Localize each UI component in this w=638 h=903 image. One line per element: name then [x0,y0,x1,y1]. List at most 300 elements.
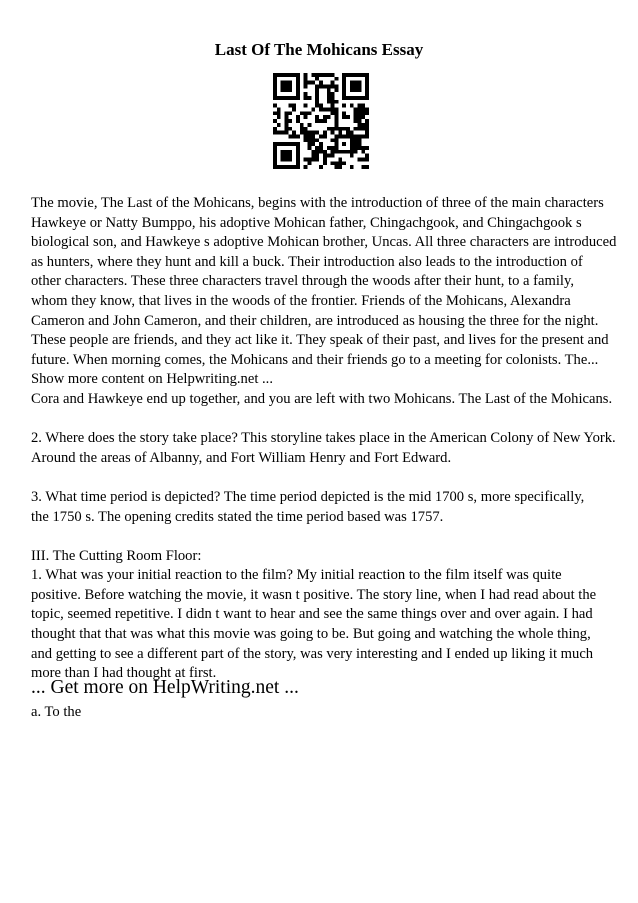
qr-module [315,77,319,81]
qr-module [331,146,335,150]
qr-module [334,123,338,127]
qr-module [296,119,300,123]
qr-module [285,85,289,89]
qr-module [311,81,315,85]
qr-module [334,88,338,92]
qr-module [285,111,289,115]
qr-module [273,96,277,100]
qr-module [342,115,346,119]
qr-module [323,119,327,123]
qr-module [361,104,365,108]
qr-module [365,111,369,115]
qr-module [365,119,369,123]
qr-module [365,127,369,131]
qr-module [350,138,354,142]
paragraph-cutting-room [31,547,621,684]
qr-module [331,154,335,158]
qr-module [342,88,346,92]
qr-module [365,96,369,100]
qr-module [304,134,308,138]
qr-module [365,81,369,85]
qr-module [277,142,281,146]
qr-module [311,131,315,135]
qr-module [304,81,308,85]
qr-module [281,165,285,169]
qr-module [281,142,285,146]
qr-module [331,111,335,115]
qr-module [346,150,350,154]
qr-module [288,165,292,169]
qr-module [315,115,319,119]
qr-module [361,157,365,161]
qr-module [292,142,296,146]
text-line: and getting to see a different part of the story, was very interesting and I ended up liking it much [31,645,594,662]
qr-module [296,115,300,119]
qr-module [288,88,292,92]
qr-module [315,131,319,135]
qr-module [319,73,323,77]
qr-module [350,165,354,169]
qr-module [296,157,300,161]
qr-module [334,77,338,81]
qr-module [319,119,323,123]
qr-module [357,134,361,138]
qr-module [361,115,365,119]
qr-module [273,165,277,169]
qr-module [277,123,281,127]
qr-module [292,73,296,77]
qr-module [338,131,342,135]
show-more-link[interactable]: Show more content on Helpwriting.net ... [31,371,273,388]
qr-module [361,108,365,112]
qr-module [357,104,361,108]
qr-module [288,73,292,77]
qr-module [331,100,335,104]
qr-module [327,154,331,158]
qr-module [334,165,338,169]
text-line: Cora and Hawkeye end up together, and you are left with two Mohicans. The Last of the Mohicans. [31,390,613,407]
qr-module [311,134,315,138]
qr-module [342,85,346,89]
qr-module [342,127,346,131]
qr-module [281,157,285,161]
qr-module [285,142,289,146]
qr-module [350,88,354,92]
qr-module [354,127,358,131]
qr-module [277,165,281,169]
qr-module [323,161,327,165]
qr-module [357,142,361,146]
qr-module [288,150,292,154]
qr-module [296,88,300,92]
qr-module [361,96,365,100]
qr-module [296,77,300,81]
qr-module [361,165,365,169]
qr-module [300,127,304,131]
qr-module [342,104,346,108]
qr-module [273,142,277,146]
qr-module [315,96,319,100]
text-line: thought that that was what this movie was going to be. But going and watching the whole thing, [31,626,591,643]
qr-module [331,85,335,89]
qr-module [300,131,304,135]
qr-module [365,77,369,81]
qr-module [319,146,323,150]
qr-module [323,131,327,135]
qr-module [304,104,308,108]
qr-module [357,81,361,85]
qr-module [308,157,312,161]
qr-module [323,108,327,112]
qr-module [365,157,369,161]
qr-module [334,138,338,142]
qr-module [281,154,285,158]
qr-module [338,127,342,131]
qr-module [273,104,277,108]
qr-module [346,115,350,119]
qr-module [277,111,281,115]
qr-module [296,81,300,85]
qr-module [304,127,308,131]
qr-module [327,108,331,112]
qr-module [273,111,277,115]
qr-code-icon [273,73,369,169]
qr-module [327,85,331,89]
qr-module [319,142,323,146]
qr-module [304,85,308,89]
qr-module [354,85,358,89]
qr-module [296,146,300,150]
qr-module [304,165,308,169]
text-line: Cameron and John Cameron, and their children, are introduced as housing the three for the night. [31,312,599,329]
qr-module [315,92,319,96]
qr-module [315,154,319,158]
qr-module [357,96,361,100]
qr-module [277,96,281,100]
qr-module [304,138,308,142]
qr-module [342,150,346,154]
qr-module [361,150,365,154]
section-heading: III. The Cutting Room Floor: [31,547,202,564]
text-line: topic, seemed repetitive. I didn t want to hear and see the same things over and over again. I had [31,606,593,623]
qr-module [288,96,292,100]
text-line: Around the areas of Albanny, and Fort William Henry and Fort Edward. [31,449,452,466]
qr-module [304,115,308,119]
qr-module [346,127,350,131]
qr-module [354,96,358,100]
qr-module [319,104,323,108]
qr-module [338,150,342,154]
qr-module [288,111,292,115]
qr-module [304,92,308,96]
qr-module [315,104,319,108]
qr-module [319,85,323,89]
qr-module [273,161,277,165]
qr-module [296,73,300,77]
qr-module [334,127,338,131]
text-line: 2. Where does the story take place? This storyline takes place in the American Colony of New York. [31,430,616,447]
qr-module [365,146,369,150]
qr-module [285,96,289,100]
qr-module [357,85,361,89]
qr-module [331,138,335,142]
qr-module [334,161,338,165]
page-title: Last Of The Mohicans Essay [214,40,424,59]
qr-module [315,157,319,161]
qr-module [357,157,361,161]
qr-module [327,92,331,96]
qr-module [331,73,335,77]
qr-module [346,73,350,77]
qr-module [350,131,354,135]
qr-module [342,111,346,115]
qr-module [357,123,361,127]
qr-module [350,154,354,158]
qr-module [342,73,346,77]
qr-module [281,131,285,135]
qr-module [327,146,331,150]
qr-module [365,85,369,89]
qr-module [277,108,281,112]
qr-module [327,100,331,104]
qr-module [361,134,365,138]
qr-module [281,81,285,85]
qr-module [315,146,319,150]
qr-module [273,127,277,131]
qr-module [342,81,346,85]
qr-module [365,123,369,127]
qr-module [342,92,346,96]
qr-module [334,115,338,119]
qr-module [308,161,312,165]
qr-module [350,85,354,89]
qr-module [331,108,335,112]
qr-module [354,73,358,77]
text-line: future. When morning comes, the Mohicans and their friends go to a meeting for colonists. The... [31,351,599,368]
qr-module [281,150,285,154]
qr-module [334,150,338,154]
qr-module [354,88,358,92]
qr-module [319,108,323,112]
qr-module [273,85,277,89]
qr-module [354,108,358,112]
qr-module [323,150,327,154]
qr-module [334,119,338,123]
qr-module [273,81,277,85]
text-line: Hawkeye or Natty Bumppo, his adoptive Mohican father, Chingachgook, and Chingachgook s [31,214,582,231]
qr-module [296,96,300,100]
qr-module [285,154,289,158]
qr-module [308,81,312,85]
qr-module [357,115,361,119]
qr-module [365,108,369,112]
qr-module [319,81,323,85]
qr-module [327,88,331,92]
qr-module [361,127,365,131]
qr-module [354,81,358,85]
qr-module [331,92,335,96]
qr-module [350,81,354,85]
text-line: other characters. These three characters travel through the woods after their hunt, to a family, [31,273,574,290]
qr-module [365,88,369,92]
qr-module [334,85,338,89]
qr-module [285,81,289,85]
qr-module [277,131,281,135]
qr-module [308,146,312,150]
qr-module [361,146,365,150]
qr-module [285,115,289,119]
qr-module [354,111,358,115]
qr-module [300,123,304,127]
qr-module [281,88,285,92]
qr-module [350,104,354,108]
paragraph-question-2 [31,429,621,468]
qr-module [354,138,358,142]
qr-module [308,111,312,115]
qr-module [285,88,289,92]
qr-module [285,123,289,127]
qr-module [292,96,296,100]
text-line: biological son, and Hawkeye s adoptive Mohican brother, Uncas. All three characters are introduced [31,234,617,251]
essay-body [31,194,621,723]
qr-module [350,142,354,146]
qr-module [354,150,358,154]
qr-module [308,138,312,142]
qr-module [342,96,346,100]
qr-module [365,154,369,158]
qr-module [334,142,338,146]
qr-module [361,123,365,127]
qr-module [319,165,323,169]
qr-modules [273,73,369,169]
qr-module [323,115,327,119]
qr-module [285,165,289,169]
qr-module [361,73,365,77]
qr-module [354,142,358,146]
qr-module [323,85,327,89]
qr-module [357,138,361,142]
paragraph-question-3 [31,488,621,527]
qr-module [288,134,292,138]
qr-module [273,73,277,77]
qr-module [285,119,289,123]
qr-module [296,161,300,165]
qr-module [300,111,304,115]
qr-module [273,157,277,161]
qr-module [365,131,369,135]
text-line: the 1750 s. The opening credits stated the time period based was 1757. [31,508,444,525]
qr-module [277,115,281,119]
paragraph-intro [31,194,621,410]
qr-module [288,154,292,158]
qr-module [342,134,346,138]
qr-module [281,73,285,77]
qr-module [334,100,338,104]
qr-module [311,157,315,161]
qr-module [311,108,315,112]
qr-module [281,85,285,89]
text-line: The movie, The Last of the Mohicans, begins with the introduction of three of the main characters [31,195,604,211]
qr-module [273,77,277,81]
qr-module [308,134,312,138]
qr-module [357,88,361,92]
qr-module [357,127,361,131]
qr-module [296,134,300,138]
qr-module [323,154,327,158]
qr-module [288,157,292,161]
qr-module [296,165,300,169]
text-line: as hunters, where they hunt and kill a buck. Their introduction also leads to the introduction of [31,253,583,270]
qr-module [350,73,354,77]
qr-module [315,150,319,154]
qr-module [288,81,292,85]
qr-module [365,134,369,138]
qr-module [315,119,319,123]
qr-module [327,127,331,131]
qr-module [288,85,292,89]
qr-module [350,150,354,154]
qr-module [354,115,358,119]
qr-module [277,73,281,77]
qr-module [296,142,300,146]
qr-module [365,92,369,96]
qr-module [346,134,350,138]
qr-module [315,88,319,92]
qr-module [273,92,277,96]
get-more-link[interactable]: ... Get more on HelpWriting.net ... [31,677,299,698]
qr-module [334,134,338,138]
qr-module [273,154,277,158]
qr-module [350,134,354,138]
qr-module [342,77,346,81]
qr-module [308,96,312,100]
qr-module [323,157,327,161]
qr-module [296,85,300,89]
text-line: 3. What time period is depicted? The time period depicted is the mid 1700 s, more specifically, [31,488,585,505]
qr-module [315,73,319,77]
qr-module [292,131,296,135]
qr-module [285,150,289,154]
text-line: 1. What was your initial reaction to the film? My initial reaction to the film itself was quite [31,567,562,584]
qr-module [311,150,315,154]
qr-module [350,96,354,100]
qr-module [331,104,335,108]
qr-module [331,161,335,165]
qr-module [308,142,312,146]
text-line: positive. Before watching the movie, it wasn t positive. The story line, when I had read about the [31,586,597,603]
qr-module [334,108,338,112]
qr-module [315,85,319,89]
qr-module [285,73,289,77]
qr-module [331,81,335,85]
text-line: whom they know, that lives in the woods of the frontier. Friends of the Mohicans, Alexandra [31,292,571,309]
qr-module [304,157,308,161]
qr-module [304,111,308,115]
qr-module [327,96,331,100]
qr-module [315,100,319,104]
qr-module [285,157,289,161]
qr-module [338,161,342,165]
qr-module [334,111,338,115]
qr-module [354,134,358,138]
qr-module [288,127,292,131]
qr-module [350,146,354,150]
qr-module [357,108,361,112]
qr-module [327,73,331,77]
qr-module [357,119,361,123]
qr-module [354,119,358,123]
qr-module [323,134,327,138]
